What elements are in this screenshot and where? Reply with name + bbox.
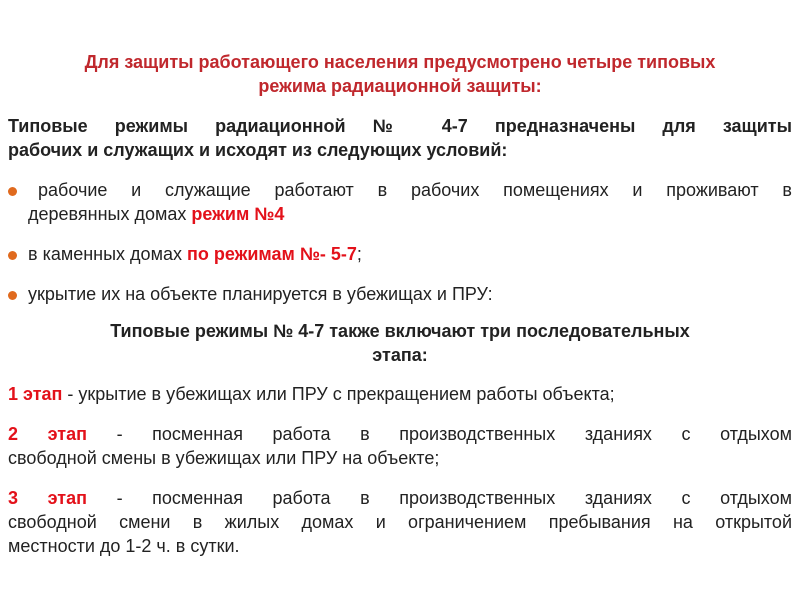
- bullet-item-1: [8, 178, 792, 226]
- stage-3-line-1: [8, 486, 792, 510]
- bullet-text-1: [28, 178, 792, 226]
- stage-3-line-2: свободной смени в жилых домах и ограничением пребывания на открытой: [8, 512, 792, 532]
- intro-paragraph: [8, 114, 792, 162]
- stage-3-text: - посменная работа в производственных зданиях с отдыхом: [87, 488, 792, 508]
- intro-line-2: рабочих и служащих и исходят из следующих условий:: [8, 140, 508, 160]
- bullet-text-2: [28, 242, 792, 266]
- bullet-1-line-1: [28, 178, 792, 202]
- title-line-1: Для защиты работающего населения предусмотрено четыре типовых: [84, 52, 716, 72]
- bullet-2-suffix: ;: [356, 244, 362, 264]
- stage-2: [8, 422, 792, 470]
- bullet-item-3: [8, 282, 792, 306]
- stage-1-label: 1 этап: [8, 384, 63, 404]
- bullet-dot-icon: [8, 187, 17, 196]
- bullet-1-line-1-text: рабочие и служащие работают в рабочих помещениях и проживают в: [38, 180, 792, 200]
- stage-1-text: - укрытие в убежищах или ПРУ с прекращением работы объекта;: [62, 384, 615, 404]
- bullet-1-line-2-text: деревянных домах: [28, 204, 192, 224]
- stage-1: [8, 382, 792, 406]
- title-line-2: режима радиационной защиты:: [258, 76, 542, 96]
- slide-title: [10, 50, 790, 98]
- bullet-dot-icon: [8, 251, 17, 260]
- stages-heading-line-1: Типовые режимы № 4-7 также включают три последовательных: [110, 321, 690, 341]
- stages-heading: [8, 319, 792, 367]
- bullet-1-highlight: режим №4: [191, 204, 285, 224]
- bullet-2-highlight: по режимам №- 5-7: [186, 244, 357, 264]
- stage-3-label: 3 этап: [8, 488, 87, 508]
- bullet-text-3: укрытие их на объекте планируется в убежищах и ПРУ:: [28, 284, 493, 304]
- intro-line-1: Типовые режимы радиационной № 4-7 предназначены для защиты: [8, 116, 792, 136]
- stage-3-line-3: местности до 1-2 ч. в сутки.: [8, 536, 240, 556]
- stage-2-label: 2 этап: [8, 424, 87, 444]
- bullet-2-text: в каменных домах: [28, 244, 187, 264]
- bullet-item-2: [8, 242, 792, 266]
- stages-heading-line-2: этапа:: [372, 345, 428, 365]
- bullet-1-line-2: [28, 202, 792, 226]
- bullet-dot-icon: [8, 291, 17, 300]
- stage-3: [8, 486, 792, 558]
- stage-2-text: - посменная работа в производственных зданиях с отдыхом: [87, 424, 792, 444]
- stage-2-line-2: свободной смены в убежищах или ПРУ на объекте;: [8, 448, 440, 468]
- stage-1-line-1: [8, 382, 792, 406]
- stage-2-line-1: [8, 422, 792, 446]
